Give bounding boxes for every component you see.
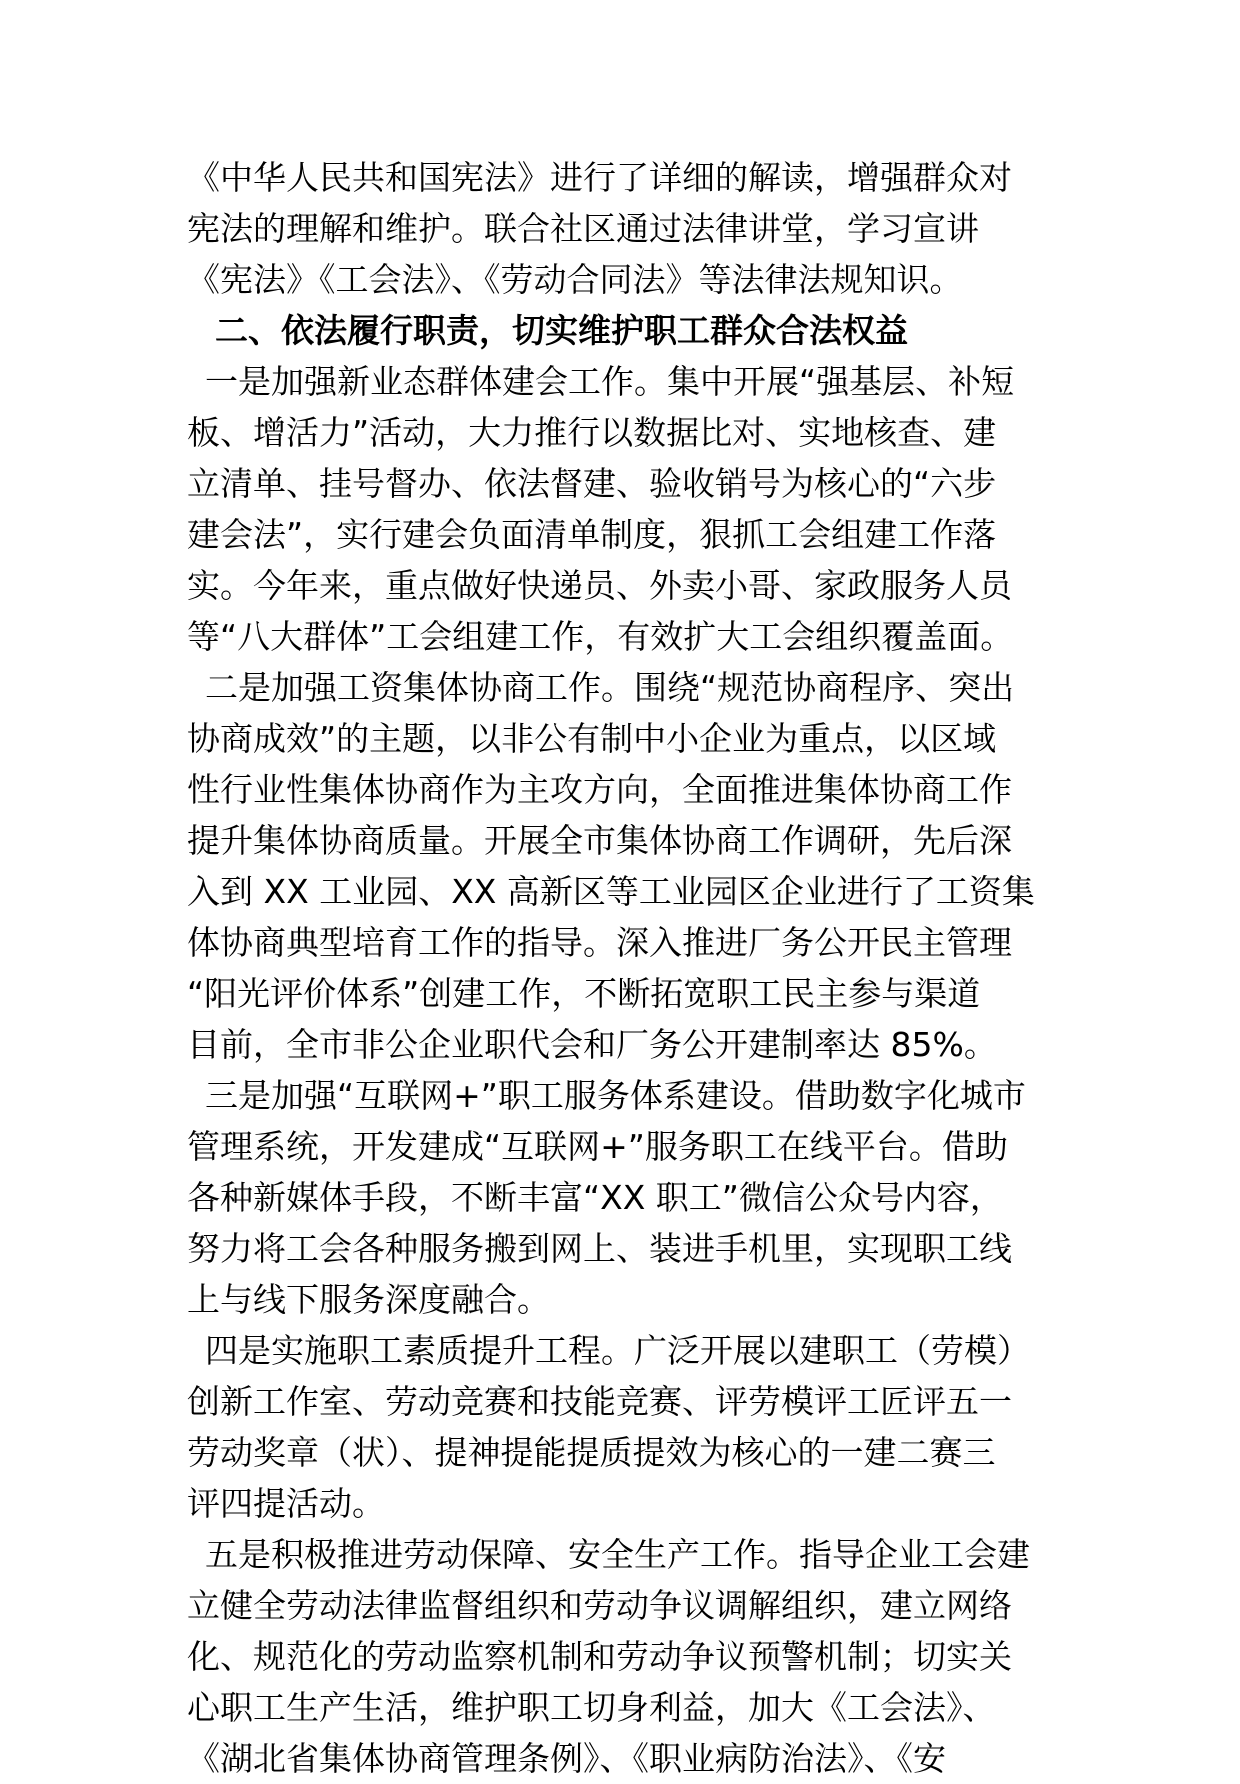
paragraph-first-line: 四是实施职工素质提升工程。广泛开展以建职工（劳模） xyxy=(205,1331,1030,1370)
text-line: 管理系统，开发建成“互联网+”服务职工在线平台。借助 xyxy=(187,1127,1008,1166)
section-heading: 二、依法履行职责，切实维护职工群众合法权益 xyxy=(215,311,908,350)
text-line: 目前，全市非公企业职代会和厂务公开建制率达 85%。 xyxy=(187,1025,997,1064)
text-line: 宪法的理解和维护。联合社区通过法律讲堂，学习宣讲 xyxy=(187,209,979,248)
text-line: 《湖北省集体协商管理条例》、《职业病防治法》、《安 xyxy=(187,1739,946,1778)
text-line: 创新工作室、劳动竞赛和技能竞赛、评劳模评工匠评五一 xyxy=(187,1382,1012,1421)
body-text xyxy=(187,152,1055,1784)
text-line: 性行业性集体协商作为主攻方向，全面推进集体协商工作 xyxy=(187,770,1012,809)
text-line: 提升集体协商质量。开展全市集体协商工作调研，先后深 xyxy=(187,821,1012,860)
text-line: 评四提活动。 xyxy=(187,1484,385,1523)
paragraph-first-line: 一是加强新业态群体建会工作。集中开展“强基层、补短 xyxy=(205,362,1015,401)
text-line: 化、规范化的劳动监察机制和劳动争议预警机制；切实关 xyxy=(187,1637,1012,1676)
text-line: 劳动奖章（状）、提神提能提质提效为核心的一建二赛三 xyxy=(187,1433,996,1472)
text-line: 立清单、挂号督办、依法督建、验收销号为核心的“六步 xyxy=(187,464,997,503)
paragraph-first-line: 五是积极推进劳动保障、安全生产工作。指导企业工会建 xyxy=(205,1535,1030,1574)
text-line: 《中华人民共和国宪法》进行了详细的解读，增强群众对 xyxy=(187,158,1012,197)
text-line: 《宪法》《工会法》、《劳动合同法》等法律法规知识。 xyxy=(187,260,963,299)
paragraph-first-line: 二是加强工资集体协商工作。围绕“规范协商程序、突出 xyxy=(205,668,1015,707)
text-line: 心职工生产生活，维护职工切身利益，加大《工会法》、 xyxy=(187,1688,996,1727)
text-line: 各种新媒体手段，不断丰富“XX 职工”微信公众号内容， xyxy=(187,1178,1003,1217)
text-line: 入到 XX 工业园、XX 高新区等工业园区企业进行了工资集 xyxy=(187,872,1035,911)
text-line: 上与线下服务深度融合。 xyxy=(187,1280,550,1319)
paragraph-first-line: 三是加强“互联网+”职工服务体系建设。借助数字化城市 xyxy=(205,1076,1026,1115)
text-line: 协商成效”的主题，以非公有制中小企业为重点，以区域 xyxy=(187,719,997,758)
text-line: 等“八大群体”工会组建工作，有效扩大工会组织覆盖面。 xyxy=(187,617,1014,656)
text-line: 立健全劳动法律监督组织和劳动争议调解组织，建立网络 xyxy=(187,1586,1012,1625)
text-line: 板、增活力”活动，大力推行以数据比对、实地核查、建 xyxy=(187,413,997,452)
text-line: 体协商典型培育工作的指导。深入推进厂务公开民主管理 xyxy=(187,923,1012,962)
text-line: 建会法”，实行建会负面清单制度，狠抓工会组建工作落 xyxy=(187,515,997,554)
text-line: 实。今年来，重点做好快递员、外卖小哥、家政服务人员 xyxy=(187,566,1012,605)
text-line: 努力将工会各种服务搬到网上、装进手机里，实现职工线 xyxy=(187,1229,1012,1268)
text-line: “阳光评价体系”创建工作，不断拓宽职工民主参与渠道 xyxy=(187,974,981,1013)
